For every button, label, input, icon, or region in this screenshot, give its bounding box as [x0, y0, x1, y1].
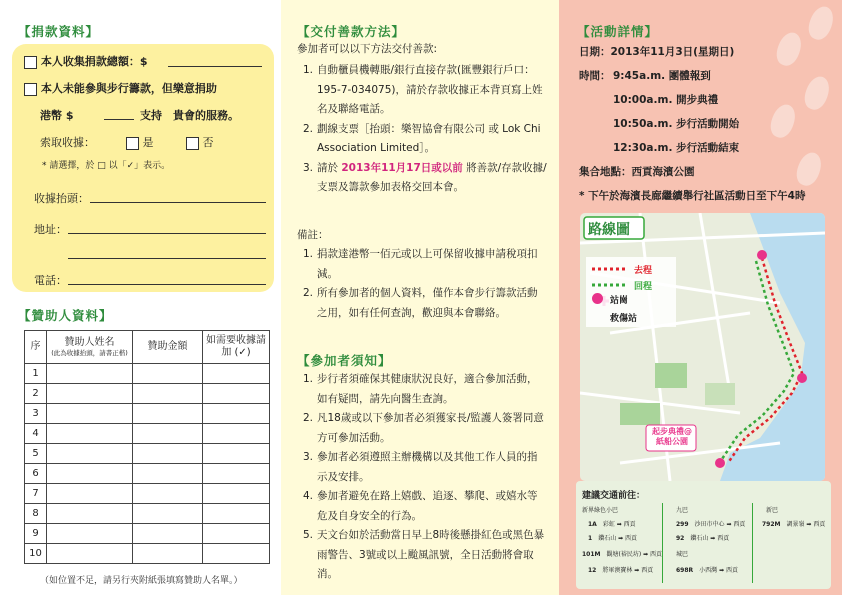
- receipt-yes-checkbox[interactable]: [126, 137, 139, 150]
- sponsor-amount-cell[interactable]: [133, 524, 203, 544]
- phone-blank[interactable]: [68, 284, 266, 285]
- sponsor-receipt-cell[interactable]: [203, 484, 270, 504]
- col-name-label: 贊助人姓名: [64, 337, 115, 348]
- remarks-title: 備註：: [297, 229, 329, 241]
- rule-item: 2. 凡18歲或以下參加者必須獲家長/監護人簽署同意方可參加活動。: [303, 412, 544, 444]
- event-note: * 下午於海濱長廊繼續舉行社區活動日至下午4時: [579, 190, 806, 202]
- route-101m: 101M 觀塘(裕民坊) ➡ 西貢: [582, 551, 663, 558]
- sponsor-name-cell[interactable]: [47, 504, 133, 524]
- receipt-request-row: [40, 134, 95, 150]
- receipt-hint: * 請選擇，於 □ 以「✓」表示。: [42, 161, 171, 171]
- sponsors-footnote: （如位置不足，請另行夾附紙張填寫贊助人名單。）: [40, 576, 243, 586]
- rule-item: 5. 天文台如於活動當日早上8時後懸掛紅色或黑色暴雨警告、3號或以上颱風訊號，全日活動將會取消。: [303, 529, 545, 580]
- sponsor-amount-cell[interactable]: [133, 464, 203, 484]
- payment-item: 3. 請於 2013年11月17日或以前 將善款/存款收據/支票及籌款參加表格交回本會。: [303, 161, 547, 193]
- sponsor-receipt-cell[interactable]: [203, 424, 270, 444]
- sponsor-name-cell[interactable]: [47, 544, 133, 564]
- table-row: [25, 384, 270, 404]
- payment-deadline: 2013年11月17日或以前: [341, 161, 463, 174]
- map-start-label: 起步典禮@紙船公園: [652, 427, 692, 446]
- col-name-note: (此為收據抬頭，請書正楷): [51, 349, 128, 357]
- sponsor-amount-cell[interactable]: [133, 404, 203, 424]
- address-blank-2[interactable]: [68, 258, 266, 259]
- sponsor-name-cell[interactable]: [47, 364, 133, 384]
- row-number: 10: [25, 544, 47, 564]
- sponsor-name-cell[interactable]: [47, 524, 133, 544]
- event-heading: 【活動詳情】: [577, 24, 659, 39]
- donation-total-checkbox[interactable]: [24, 56, 37, 69]
- donation-total-row: [24, 53, 148, 69]
- event-venue: 集合地點：西貢海濱公園: [579, 166, 695, 178]
- donation-panel: [0, 0, 281, 595]
- col-no: 序: [25, 331, 47, 364]
- receipt-yes-label: 是: [142, 136, 154, 149]
- rule-item: 1. 步行者須確保其健康狀況良好，適合參加活動，如有疑問，請先向醫生查詢。: [303, 373, 538, 405]
- row-number: 5: [25, 444, 47, 464]
- receipt-title-label: 收據抬頭：: [34, 192, 89, 205]
- sponsor-name-cell[interactable]: [47, 464, 133, 484]
- sponsor-receipt-cell[interactable]: [203, 384, 270, 404]
- sponsor-amount-cell[interactable]: [133, 484, 203, 504]
- route-12: 12 將軍澳寶林 ➡ 西貢: [588, 567, 654, 574]
- route-1: 1 鑽石山 ➡ 西貢: [588, 535, 638, 542]
- footprints-decoration: [758, 2, 838, 202]
- sponsor-name-cell[interactable]: [47, 444, 133, 464]
- sponsor-receipt-cell[interactable]: [203, 504, 270, 524]
- event-time-label: 時間：: [579, 70, 611, 82]
- receipt-no: [186, 134, 214, 150]
- donation-amount-row: [40, 107, 73, 123]
- sponsor-receipt-cell[interactable]: [203, 524, 270, 544]
- payment-item: 1. 自動櫃員機轉賬/銀行直接存款(匯豐銀行戶口：195-7-034075)，請於存款收據正本背頁寫上姓名及聯絡電話。: [303, 64, 543, 115]
- event-time-1: 10:00a.m. 開步典禮: [613, 94, 719, 106]
- transport-group-kmb: 九巴: [676, 507, 689, 514]
- rules-heading: 【參加者須知】: [297, 353, 392, 368]
- phone-label: 電話：: [34, 274, 67, 287]
- remark-item: 1. 捐款達港幣一佰元或以上可保留收據申請稅項扣減。: [303, 248, 538, 280]
- route-map: [580, 213, 825, 481]
- transport-group-citybus: 城巴: [676, 551, 689, 558]
- station-icon: [592, 293, 603, 304]
- row-number: 2: [25, 384, 47, 404]
- sponsor-name-cell[interactable]: [47, 424, 133, 444]
- table-row: [25, 404, 270, 424]
- route-92: 92 鑽石山 ➡ 西貢: [676, 535, 730, 542]
- table-row: [25, 364, 270, 384]
- sponsor-receipt-cell[interactable]: [203, 364, 270, 384]
- route-698r: 698R 小西灣 ➡ 西貢: [676, 567, 739, 574]
- payment-intro: 參加者可以以下方法交付善款:: [297, 43, 438, 55]
- route-299: 299 沙田市中心 ➡ 西貢: [676, 521, 746, 528]
- donation-amount-blank[interactable]: [104, 119, 134, 120]
- transport-title: 建議交通前往：: [582, 491, 646, 501]
- row-number: 7: [25, 484, 47, 504]
- sponsor-amount-cell[interactable]: [133, 444, 203, 464]
- rule-item: 4. 參加者避免在路上嬉戲、追逐、攀爬、或嬉水等危及自身安全的行為。: [303, 490, 538, 522]
- event-date: 日期：2013年11月3日(星期日): [579, 46, 735, 58]
- payment-heading: 【交付善款方法】: [297, 24, 406, 39]
- sponsor-receipt-cell[interactable]: [203, 444, 270, 464]
- map-station-label: 站崗: [610, 296, 629, 306]
- sponsor-receipt-cell[interactable]: [203, 464, 270, 484]
- table-row: [25, 424, 270, 444]
- sponsor-amount-cell[interactable]: [133, 364, 203, 384]
- payment-list: [303, 61, 547, 198]
- receipt-yes: [126, 134, 154, 150]
- row-number: 4: [25, 424, 47, 444]
- transport-group-nwfb: 新巴: [766, 507, 779, 514]
- table-row: [25, 464, 270, 484]
- sponsor-amount-cell[interactable]: [133, 424, 203, 444]
- map-graphic: [580, 213, 825, 481]
- donation-amount-suffix: 支持 貴會的服務。: [140, 109, 239, 122]
- sponsor-amount-cell[interactable]: [133, 384, 203, 404]
- map-aid-label: 救傷站: [610, 314, 638, 324]
- col-name: [47, 331, 133, 364]
- receipt-title-blank[interactable]: [90, 202, 266, 203]
- donation-total-label: 本人收集捐款總額：$: [40, 55, 148, 68]
- remarks-list: [303, 245, 547, 323]
- sponsor-header-row: [25, 331, 270, 364]
- donation-total-blank[interactable]: [168, 66, 262, 67]
- table-row: [25, 484, 270, 504]
- sponsor-name-cell[interactable]: [47, 404, 133, 424]
- payment-panel: [281, 0, 559, 595]
- receipt-no-label: 否: [202, 136, 214, 149]
- remark-item: 2. 所有參加者的個人資料，僅作本會步行籌款活動之用，如有任何查詢，歡迎與本會聯絡。: [303, 287, 538, 319]
- donation-amount-prefix: 港幣 $: [40, 109, 74, 122]
- event-time-2: 10:50a.m. 步行活動開始: [613, 118, 740, 130]
- transport-box: [576, 481, 831, 589]
- row-number: 1: [25, 364, 47, 384]
- sponsor-table: [24, 330, 270, 564]
- sponsors-heading: 【贊助人資料】: [18, 308, 113, 323]
- sponsor-receipt-cell[interactable]: [203, 404, 270, 424]
- payment-item: 2. 劃線支票［抬頭：樂智協會有限公司 或 Lok Chi Association Limited］。: [303, 122, 541, 154]
- event-time-0: 9:45a.m. 團體報到: [613, 70, 711, 82]
- row-number: 6: [25, 464, 47, 484]
- map-go-label: 去程: [634, 266, 653, 276]
- donation-direct-row: [24, 80, 217, 96]
- row-number: 8: [25, 504, 47, 524]
- rules-list: [303, 370, 547, 585]
- table-row: [25, 444, 270, 464]
- address-label: 地址：: [34, 223, 67, 236]
- rule-item: 3. 參加者必須遵照主辦機構以及其他工作人員的指示及安排。: [303, 451, 538, 483]
- route-792m: 792M 調景嶺 ➡ 西貢: [762, 521, 826, 528]
- map-back-label: 回程: [634, 282, 653, 292]
- sponsor-name-cell[interactable]: [47, 384, 133, 404]
- row-number: 9: [25, 524, 47, 544]
- table-row: [25, 504, 270, 524]
- transport-group-minibus: 新界綠色小巴: [582, 507, 619, 514]
- sponsor-name-cell[interactable]: [47, 484, 133, 504]
- map-title: 路線圖: [588, 222, 630, 238]
- sponsor-amount-cell[interactable]: [133, 504, 203, 524]
- receipt-no-checkbox[interactable]: [186, 137, 199, 150]
- table-row: [25, 524, 270, 544]
- donation-direct-label: 本人未能參與步行籌款，但樂意捐助: [40, 82, 217, 95]
- sponsor-receipt-cell[interactable]: [203, 544, 270, 564]
- col-receipt: 如需要收據請加 (✓): [203, 331, 270, 364]
- col-amount: 贊助金額: [133, 331, 203, 364]
- donation-direct-checkbox[interactable]: [24, 83, 37, 96]
- address-blank-1[interactable]: [68, 233, 266, 234]
- event-time-3: 12:30a.m. 步行活動結束: [613, 142, 740, 154]
- receipt-request-label: 索取收據：: [40, 136, 95, 149]
- table-row: [25, 544, 270, 564]
- donation-heading: 【捐款資料】: [18, 24, 100, 39]
- route-1a: 1A 彩虹 ➡ 西貢: [588, 521, 636, 528]
- sponsor-amount-cell[interactable]: [133, 544, 203, 564]
- row-number: 3: [25, 404, 47, 424]
